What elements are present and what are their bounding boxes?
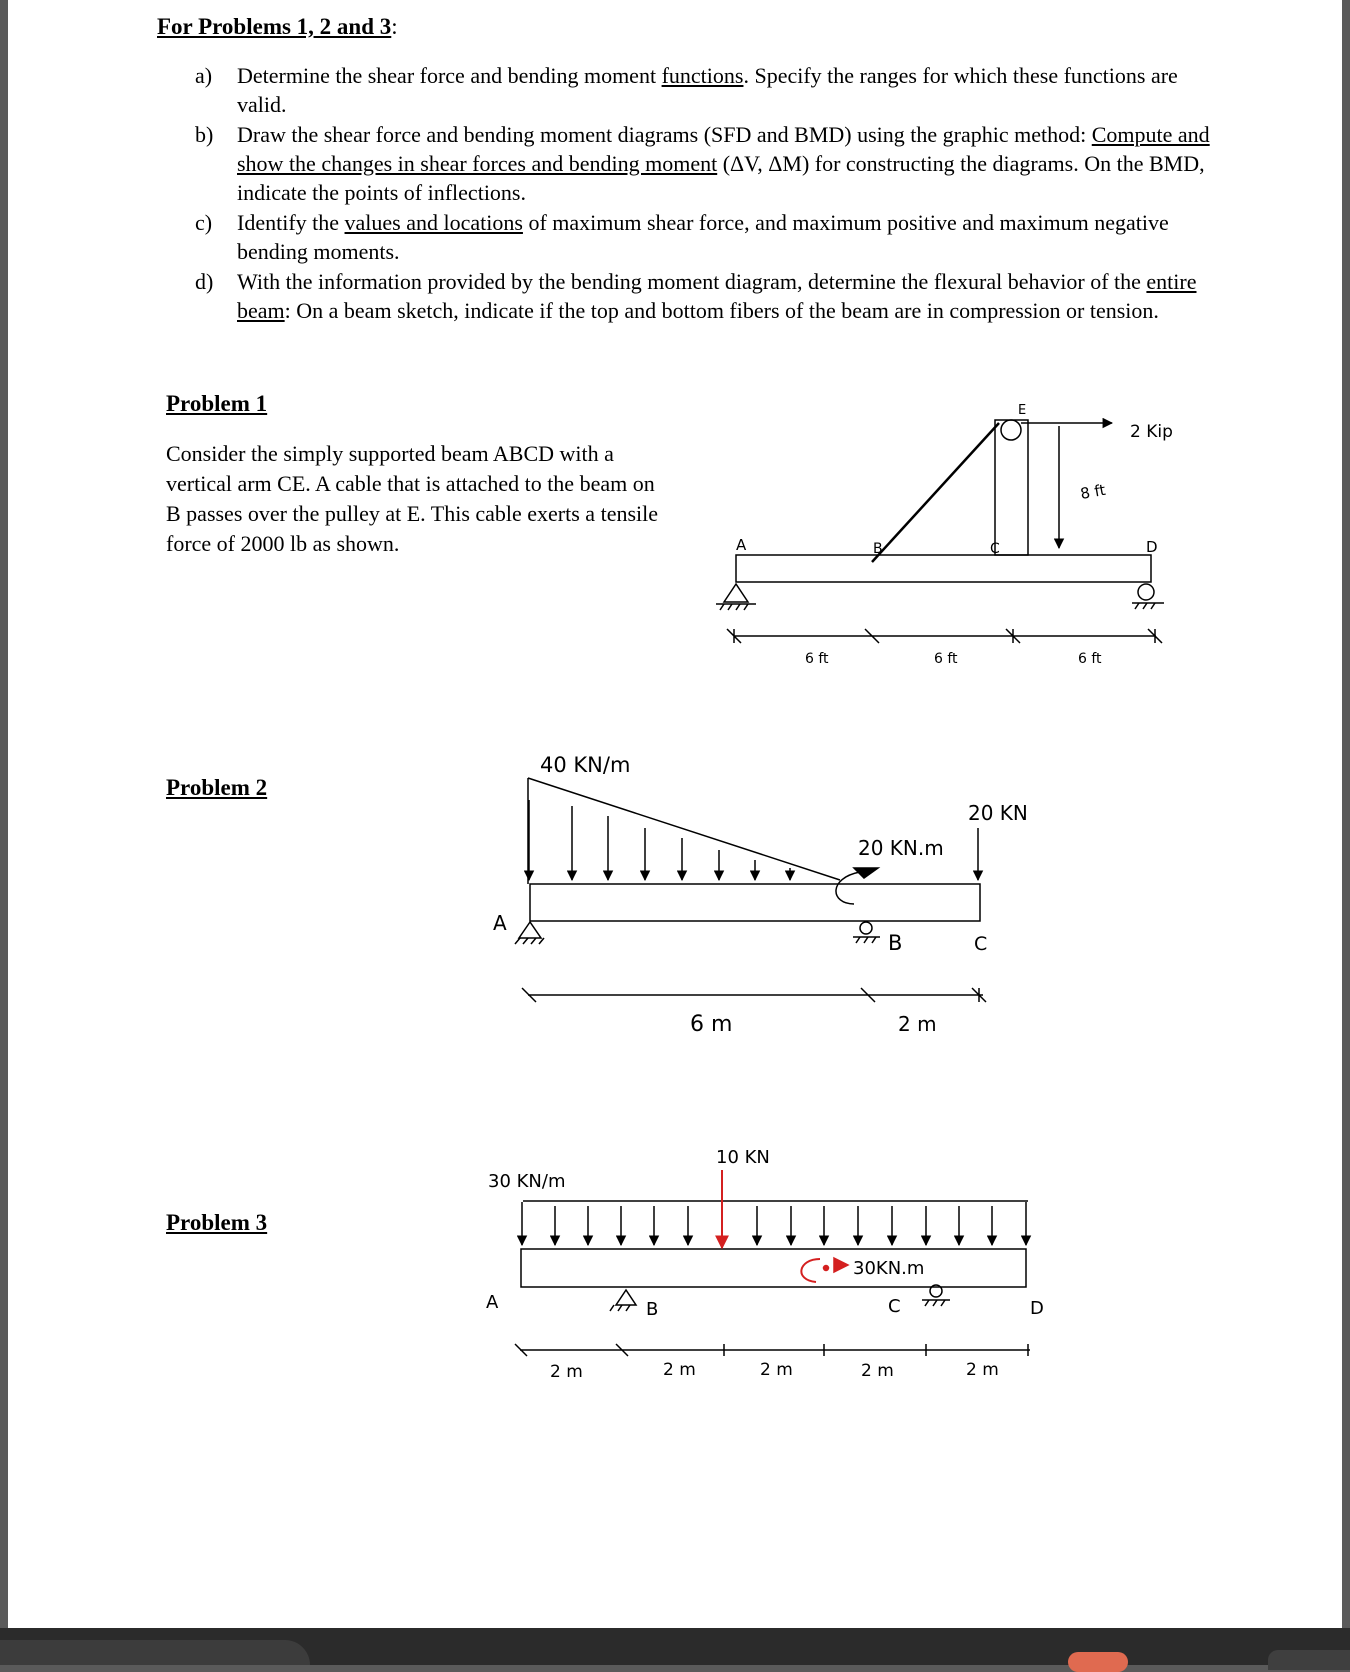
item-text: : On a beam sketch, indicate if the top and bottom fibers of the beam are in compression or tension. xyxy=(284,298,1159,323)
item-text: With the information provided by the bending moment diagram, determine the flexural behavior of the xyxy=(237,269,1147,294)
moment-point xyxy=(824,1266,829,1271)
moment-label: 20 KN.m xyxy=(858,836,944,860)
load-label: 2 Kip xyxy=(1130,422,1173,442)
beam-abcd xyxy=(736,555,1151,582)
moment-arc xyxy=(836,872,860,904)
span-bc-label: 6 ft xyxy=(934,651,958,667)
label-c: C xyxy=(974,933,988,955)
item-text: Identify the xyxy=(237,210,345,235)
moment-arrowhead xyxy=(834,1258,848,1272)
arm-height-label: 8 ft xyxy=(1078,480,1107,503)
distributed-load-label: 40 KN/m xyxy=(540,753,631,777)
taskbar-corner[interactable] xyxy=(1268,1650,1350,1670)
ground-hatch xyxy=(610,1305,630,1311)
span-label: 2 m xyxy=(760,1360,793,1380)
label-d: D xyxy=(1146,538,1158,556)
problem3-heading: Problem 3 xyxy=(166,1210,268,1235)
roller-support-d xyxy=(1138,584,1154,600)
span-label: 2 m xyxy=(861,1361,894,1381)
label-b: B xyxy=(873,541,883,557)
problem3-labels xyxy=(486,1147,1044,1382)
item-text: . Specify the ranges for which these functions are valid. xyxy=(237,63,1178,117)
distributed-load-arrows xyxy=(522,1202,1026,1245)
ground-hatch xyxy=(925,1300,945,1306)
item-label: a) xyxy=(195,63,213,88)
item-label: b) xyxy=(195,122,214,147)
span-label: 2 m xyxy=(550,1362,583,1382)
diagrams-canvas xyxy=(8,0,1342,1628)
item-text-underlined: entire beam xyxy=(237,269,1197,323)
label-c: C xyxy=(990,541,1000,557)
label-b: B xyxy=(646,1299,659,1320)
pin-support-a xyxy=(519,922,541,938)
span-bc-label: 2 m xyxy=(898,1012,937,1036)
problem1-heading: Problem 1 xyxy=(166,391,268,416)
label-e: E xyxy=(1018,403,1027,418)
heading-colon: : xyxy=(391,14,398,39)
item-text-underlined: values and locations xyxy=(344,210,523,235)
span-label: 2 m xyxy=(663,1360,696,1380)
label-a: A xyxy=(736,536,747,554)
label-c: C xyxy=(888,1296,901,1317)
item-label: d) xyxy=(195,269,214,294)
problem1-labels xyxy=(736,403,1173,667)
item-text: Determine the shear force and bending moment xyxy=(237,63,662,88)
taskbar xyxy=(0,1628,1350,1665)
moment-label: 30KN.m xyxy=(853,1258,925,1279)
heading-text: For Problems 1, 2 and 3 xyxy=(157,14,392,39)
span-ab-label: 6 m xyxy=(690,1012,733,1037)
ground-hatch xyxy=(1135,603,1155,609)
ground-hatch xyxy=(515,938,544,944)
taskbar-tab[interactable] xyxy=(0,1640,310,1665)
item-text-underlined: functions xyxy=(661,63,744,88)
beam-abc xyxy=(530,884,980,921)
point-load-label: 10 KN xyxy=(716,1147,770,1168)
problem1-description: Consider the simply supported beam ABCD with a vertical arm CE. A cable that is attached to the beam on B passes over the pulley at E. This cable exerts a tensile force of 2000 lb as shown. xyxy=(166,441,659,556)
beam-ad xyxy=(521,1249,1026,1287)
problem1-diagram xyxy=(716,420,1164,643)
problem3-diagram xyxy=(515,1170,1030,1356)
item-text: of maximum shear force, and maximum positive and maximum negative bending moments. xyxy=(237,210,1169,264)
item-text-underlined: Compute and show the changes in shear forces and bending moment xyxy=(237,122,1210,176)
cable-be xyxy=(872,423,999,562)
label-a: A xyxy=(493,911,507,935)
label-a: A xyxy=(486,1292,499,1313)
span-ab-label: 6 ft xyxy=(805,651,829,667)
problem2-heading: Problem 2 xyxy=(166,775,268,800)
load-top-edge xyxy=(528,778,840,880)
taskbar-indicator[interactable] xyxy=(1068,1652,1128,1672)
document-page xyxy=(8,0,1342,1628)
span-label: 2 m xyxy=(966,1360,999,1380)
item-text: (ΔV, ΔM) for constructing the diagrams. On the BMD, indicate the points of inflections. xyxy=(237,151,1205,205)
point-load-label: 20 KN xyxy=(968,801,1028,825)
roller-support-b xyxy=(860,922,872,934)
item-label: c) xyxy=(195,210,213,235)
ground-hatch xyxy=(720,604,748,610)
span-cd-label: 6 ft xyxy=(1078,651,1102,667)
moment-arc xyxy=(801,1259,820,1282)
pulley-e xyxy=(1001,420,1021,440)
label-b: B xyxy=(888,931,903,955)
pin-support-a xyxy=(724,584,748,602)
label-d: D xyxy=(1030,1298,1044,1319)
item-text: Draw the shear force and bending moment diagrams (SFD and BMD) using the graphic method: xyxy=(237,122,1092,147)
problem2-diagram xyxy=(515,778,986,1002)
ground-hatch xyxy=(856,937,876,943)
distributed-load-label: 30 KN/m xyxy=(488,1171,566,1192)
pin-support-b xyxy=(616,1290,636,1305)
